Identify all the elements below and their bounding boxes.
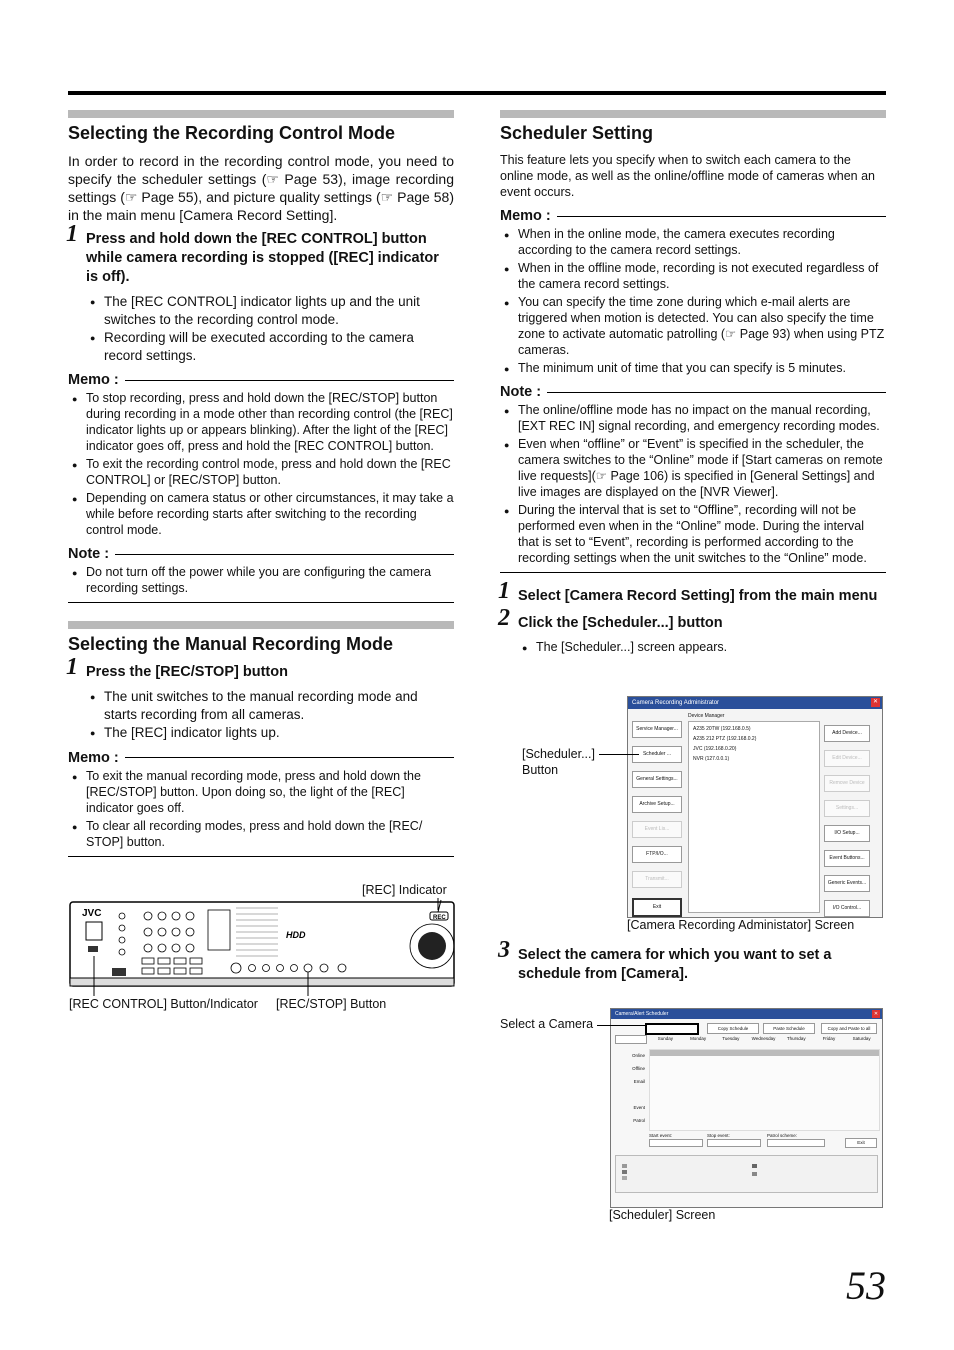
close-icon[interactable]: ✕: [873, 1011, 879, 1017]
list-item: ● Recording will be executed according to the camera record settings.: [104, 329, 454, 364]
rec-stop-label: [REC/STOP] Button: [276, 997, 387, 1011]
callout-line: [599, 754, 639, 755]
patrol-scheme-select[interactable]: [767, 1139, 825, 1147]
tree-item[interactable]: NVR (127.0.0.1): [693, 756, 730, 762]
hdd-label: HDD: [286, 930, 306, 940]
memo-heading: Memo :: [68, 750, 454, 766]
rec-control-label: [REC CONTROL] Button/Indicator: [69, 997, 258, 1011]
event-list-button[interactable]: Event Lis...: [632, 821, 682, 838]
scheduler-screenshot: [610, 1008, 883, 1208]
window-titlebar: Camera/Alert Scheduler ✕: [611, 1009, 882, 1019]
step-3-block: [498, 937, 886, 984]
remove-device-button[interactable]: Remove Device: [824, 775, 870, 792]
list-item: ● To exit the recording control mode, press and hold down the [REC CONTROL] or [REC/STOP] button.: [86, 456, 454, 488]
service-manager-button[interactable]: Service Manager...: [632, 721, 682, 738]
ftp-io-button[interactable]: FTP/I/O...: [632, 846, 682, 863]
screenshot-caption: [Camera Recording Administator] Screen: [627, 918, 855, 932]
callout-line: [597, 1025, 647, 1026]
row-labels: Online Offline Email Event Patrol: [631, 1053, 645, 1123]
device-tree: [688, 721, 820, 913]
bullet-list: [500, 639, 886, 657]
list-item: ● The online/offline mode has no impact on the manual recording, [EXT REC IN] signal recording, and emergency recording modes.: [518, 402, 886, 434]
step-2: [498, 605, 886, 633]
mode-select[interactable]: [615, 1035, 647, 1044]
step-number: 1: [66, 221, 78, 247]
tree-item[interactable]: JVC (192.168.0.20): [693, 746, 737, 752]
generic-events-button[interactable]: Generic Events...: [824, 875, 870, 892]
rec-indicator-label: [REC] Indicator: [362, 883, 447, 897]
schedule-grid[interactable]: [649, 1049, 880, 1131]
step-number: 2: [498, 605, 510, 631]
screenshot-caption: [Scheduler] Screen: [609, 1208, 716, 1222]
stop-event-select[interactable]: [707, 1139, 761, 1147]
add-device-button[interactable]: Add Device...: [824, 725, 870, 742]
section-title-scheduler: Scheduler Setting: [500, 123, 654, 143]
step-3: [498, 937, 886, 984]
step-text: Select [Camera Record Setting] from the main menu: [518, 588, 878, 604]
memo-list: [68, 390, 454, 538]
copy-paste-all-button[interactable]: Copy and Paste to all: [821, 1023, 877, 1034]
memo-list: [500, 226, 886, 376]
memo-list: [68, 768, 454, 850]
stop-event-label: Stop event:: [707, 1133, 730, 1138]
list-item: ● During the interval that is set to “Offline”, recording will not be performed even when in the “Online” mode. During the interval that is set to “Event”, recording is performed according to the recording settings when the unit switches to the “Online” mode.: [518, 502, 886, 566]
tree-item[interactable]: A235 212 PTZ (192.168.0.2): [693, 736, 757, 742]
step-1: [66, 654, 454, 682]
section-bar: [500, 110, 886, 118]
color-legend: [615, 1155, 878, 1193]
io-setup-button[interactable]: I/O Setup...: [824, 825, 870, 842]
right-button-column: [824, 725, 870, 917]
divider: [68, 856, 454, 857]
brand-logo: JVC: [82, 908, 102, 919]
step-1: [498, 578, 886, 606]
list-item: ● To exit the manual recording mode, press and hold down the [REC/STOP] button. Upon doing so, the light of the [REC] indicator goes off.: [86, 768, 454, 816]
settings-button[interactable]: Settings...: [824, 800, 870, 817]
window-titlebar: Camera Recording Administrator ✕: [628, 697, 882, 709]
list-item: ● To clear all recording modes, press and hold down the [REC/ STOP] button.: [86, 818, 454, 850]
scheduler-button[interactable]: Scheduler ...: [632, 746, 682, 763]
note-heading: Note :: [500, 384, 886, 400]
edit-device-button[interactable]: Edit Device...: [824, 750, 870, 767]
start-event-label: Start event:: [649, 1133, 673, 1138]
device-front-panel: [68, 896, 458, 996]
patrol-scheme-label: Patrol scheme:: [767, 1133, 798, 1138]
scheduler-button-callout: [Scheduler...] Button: [522, 747, 595, 777]
section-title-recording-control: Selecting the Recording Control Mode: [68, 123, 396, 143]
list-item: ● When in the offline mode, recording is not executed regardless of the camera record settings.: [518, 260, 886, 292]
online-band: [650, 1050, 879, 1056]
section-bar: [68, 621, 454, 629]
step-number: 1: [66, 654, 78, 680]
list-item: ● The unit switches to the manual recording mode and starts recording from all cameras.: [104, 688, 454, 723]
note-list: [500, 402, 886, 566]
select-camera-callout: Select a Camera: [500, 1017, 594, 1031]
event-buttons-button[interactable]: Event Buttons...: [824, 850, 870, 867]
close-icon[interactable]: ✕: [872, 699, 879, 705]
list-item: ● The minimum unit of time that you can specify is 5 minutes.: [518, 360, 886, 376]
list-item: ● To stop recording, press and hold down the [REC/STOP] button during recording in a mode other than recording control (the [REC] indicator lights up or appears blinking). After the light of the [REC] indicator goes off, press and hold the [REC CONTROL] button.: [86, 390, 454, 454]
page-number: 53: [846, 1263, 886, 1308]
memo-heading: Memo :: [68, 372, 454, 388]
step-1: [66, 221, 454, 287]
copy-schedule-button[interactable]: Copy Schedule: [707, 1023, 759, 1034]
list-item: ● The [REC CONTROL] indicator lights up and the unit switches to the recording control mode.: [104, 293, 454, 328]
exit-button[interactable]: Exit: [632, 898, 682, 917]
section-intro: In order to record in the recording control mode, you need to specify the scheduler settings (☞ Page 53), image recording settings (☞ Page 55), and picture quality settings (☞ Page 58) in the main menu [Camera Record Setting].: [68, 153, 454, 223]
step-text: Press the [REC/STOP] button: [86, 664, 288, 680]
list-item: ● Even when “offline” or “Event” is specified in the scheduler, the camera switches to the “Online” mode if [Start cameras on remote live requests](☞ Page 106) is specified in [General Settings] and live images are displayed on the [NVR Viewer].: [518, 436, 886, 500]
list-item: ● The [REC] indicator lights up.: [104, 724, 454, 742]
right-column: [500, 110, 886, 658]
list-item: ● Depending on camera status or other circumstances, it may take a while before recording starts after switching to the recording control mode.: [86, 490, 454, 538]
io-control-button[interactable]: I/O Control...: [824, 900, 870, 917]
archive-setup-button[interactable]: Archive Setup...: [632, 796, 682, 813]
step-text: Click the [Scheduler...] button: [518, 615, 723, 631]
bullet-list: [68, 688, 454, 742]
step-number: 3: [498, 937, 510, 963]
section-intro: This feature lets you specify when to switch each camera to the online mode, as well as the online/offline mode of cameras when an event occurs.: [500, 153, 875, 199]
transmit-button[interactable]: Transmit...: [632, 871, 682, 888]
bullet-list: [68, 293, 454, 364]
list-item: ● Do not turn off the power while you are configuring the camera recording settings.: [86, 564, 454, 596]
list-item: ● You can specify the time zone during which e-mail alerts are triggered when motion is detected. You can also specify the time zone to activate automatic patrolling (☞ Page 93) when using PTZ cameras.: [518, 294, 886, 358]
list-item: ● The [Scheduler...] screen appears.: [536, 639, 886, 657]
camera-recording-administrator-screenshot: [627, 696, 883, 918]
exit-button[interactable]: Exit: [845, 1138, 877, 1148]
divider: [500, 572, 886, 573]
left-column: [68, 110, 454, 857]
device-manager-label: Device Manager: [688, 713, 725, 719]
section-bar: [68, 110, 454, 118]
rec-indicator: REC: [433, 915, 446, 921]
day-header: Sunday Monday Tuesday Wednesday Thursday Friday Saturday: [657, 1036, 871, 1041]
section-title-manual-recording: Selecting the Manual Recording Mode: [68, 634, 394, 654]
left-button-column: [632, 721, 682, 917]
step-text: Press and hold down the [REC CONTROL] button while camera recording is stopped ([REC] indicator is off).: [86, 231, 439, 285]
general-settings-button[interactable]: General Settings...: [632, 771, 682, 788]
step-text: Select the camera for which you want to set a schedule from [Camera].: [518, 947, 832, 982]
top-rule: [68, 91, 886, 95]
tree-item[interactable]: A235 20TW (192.168.0.5): [693, 726, 751, 732]
list-item: ● When in the online mode, the camera executes recording according to the camera record settings.: [518, 226, 886, 258]
camera-select[interactable]: [645, 1023, 699, 1035]
start-event-select[interactable]: [649, 1139, 703, 1147]
note-heading: Note :: [68, 546, 454, 562]
step-number: 1: [498, 578, 510, 604]
note-list: [68, 564, 454, 596]
memo-heading: Memo :: [500, 208, 886, 224]
paste-schedule-button[interactable]: Paste Schedule: [763, 1023, 815, 1034]
